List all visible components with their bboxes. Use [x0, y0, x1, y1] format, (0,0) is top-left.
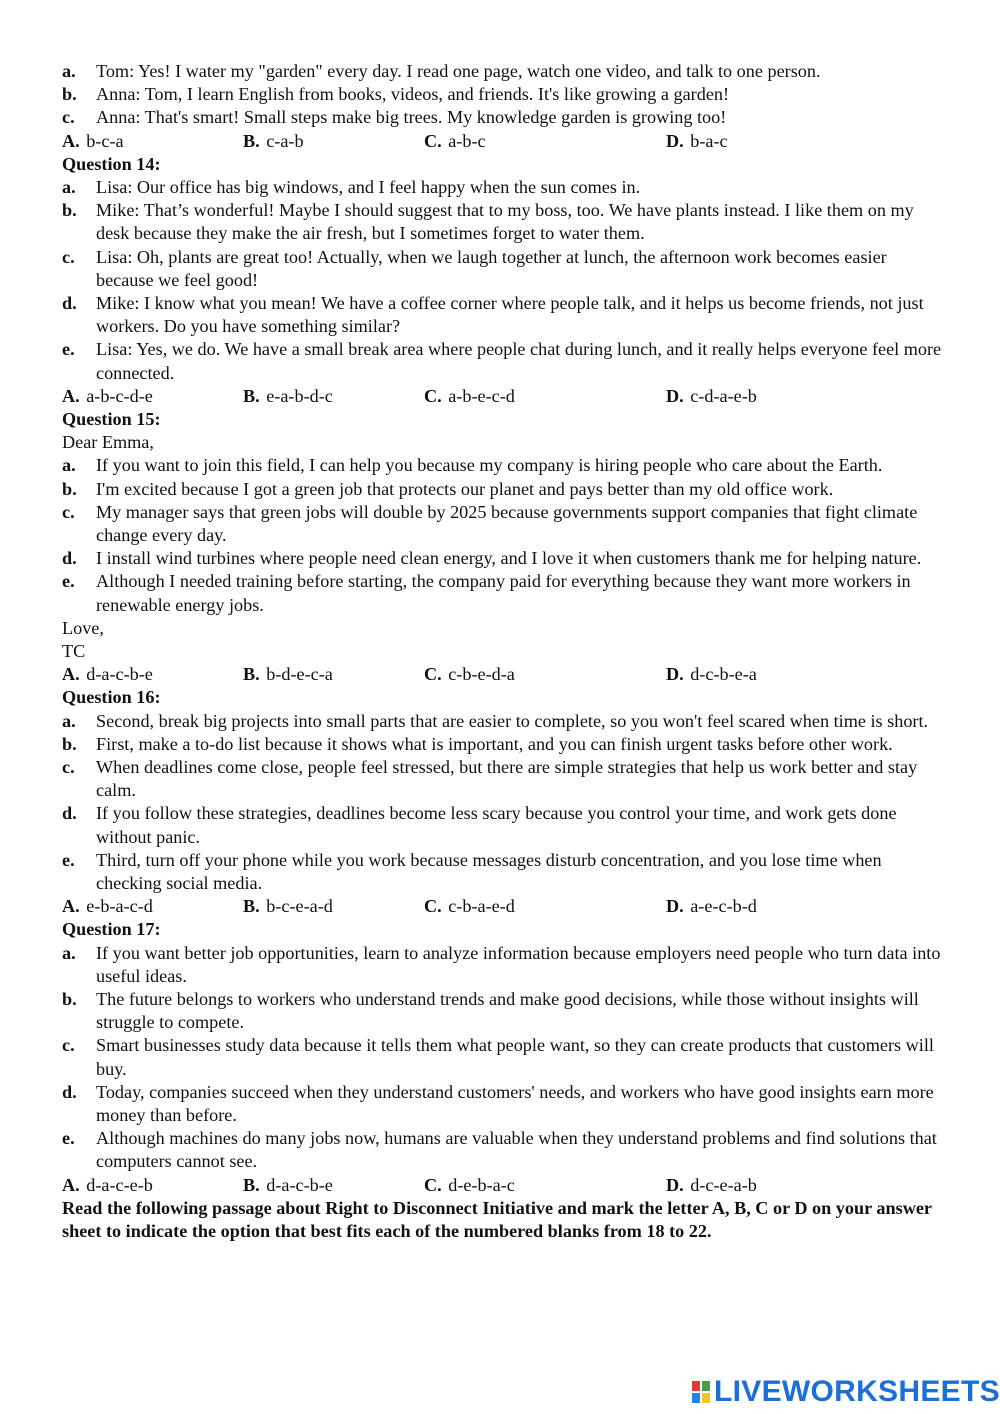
q15-item-c: [62, 501, 947, 547]
q17-item-e: [62, 1127, 947, 1173]
item-label: a.: [62, 177, 76, 197]
q17-options: [62, 1174, 947, 1197]
q13-option-a[interactable]: A. b-c-a: [62, 130, 124, 151]
liveworksheets-logo: [692, 1377, 1000, 1407]
item-label: d.: [62, 293, 77, 314]
question-17: [62, 918, 947, 1196]
item-text: If you want better job opportunities, learn to analyze information because employers need people who turn data into useful ideas.: [96, 942, 941, 986]
item-text: Mike: I know what you mean! We have a coffee corner where people talk, and it helps us become friends, not just workers. Do you have something similar?: [96, 293, 924, 337]
item-label: a.: [62, 710, 76, 731]
q15-item-a: [62, 454, 947, 477]
q13-options: [62, 130, 947, 153]
item-label: c.: [62, 107, 75, 128]
q14-item-c: [62, 246, 947, 292]
item-text: The future belongs to workers who understand trends and make good decisions, while those without insights will struggle to compete.: [96, 989, 919, 1033]
item-label: c.: [62, 246, 75, 267]
q15-option-b[interactable]: B. b-d-e-c-a: [243, 664, 333, 685]
item-label: d.: [62, 1081, 77, 1102]
liveworksheets-logo-icon: [692, 1381, 710, 1403]
q17-option-a[interactable]: A. d-a-c-e-b: [62, 1174, 153, 1195]
question-15: [62, 408, 947, 686]
item-label: b.: [62, 478, 77, 499]
item-label: c.: [62, 757, 75, 778]
item-label: a.: [62, 61, 76, 81]
item-label: d.: [62, 548, 77, 569]
q14-option-c[interactable]: C. a-b-e-c-d: [424, 385, 515, 406]
q17-option-b[interactable]: B. d-a-c-b-e: [243, 1174, 333, 1195]
q14-title: Question 14:: [62, 153, 161, 174]
q15-option-d[interactable]: D. d-c-b-e-a: [666, 664, 757, 685]
q17-title: Question 17:: [62, 919, 161, 940]
q17-item-d: [62, 1081, 947, 1127]
item-text: Second, break big projects into small parts that are easier to complete, so you won't feel scared when time is short.: [96, 710, 929, 731]
q15-item-b: [62, 478, 947, 501]
question-13: [62, 60, 947, 153]
q16-item-c: [62, 756, 947, 802]
item-text: Anna: That's smart! Small steps make big trees. My knowledge garden is growing too!: [96, 107, 727, 128]
item-text: I install wind turbines where people need clean energy, and I love it when customers thank me for helping nature.: [96, 548, 922, 569]
item-text: Lisa: Oh, plants are great too! Actually, when we laugh together at lunch, the afternoon work becomes easier because we feel good!: [96, 246, 887, 290]
item-text: If you follow these strategies, deadlines become less scary because you control your time, and work gets done without panic.: [96, 803, 897, 847]
q13-option-d[interactable]: D. b-a-c: [666, 130, 728, 151]
q14-option-b[interactable]: B. e-a-b-d-c: [243, 385, 333, 406]
q15-closing: Love,: [62, 617, 104, 638]
item-text: Mike: That’s wonderful! Maybe I should suggest that to my boss, too. We have plants instead. I like them on my desk because they make the air fresh, but I sometimes forget to water them.: [96, 200, 914, 244]
q15-item-e: [62, 570, 947, 616]
q17-item-c: [62, 1034, 947, 1080]
item-label: b.: [62, 84, 77, 105]
q14-item-e: [62, 338, 947, 384]
item-text: Anna: Tom, I learn English from books, videos, and friends. It's like growing a garden!: [96, 84, 730, 105]
q17-item-b: [62, 988, 947, 1034]
item-text: Smart businesses study data because it tells them what people want, so they can create products that customers will buy.: [96, 1035, 934, 1079]
q15-options: [62, 663, 947, 686]
q17-option-d[interactable]: D. d-c-e-a-b: [666, 1174, 757, 1195]
item-label: a.: [62, 455, 76, 476]
brand-name: LIVEWORKSHEETS: [714, 1375, 1000, 1408]
q13-item-a: [62, 60, 947, 83]
q15-item-d: [62, 547, 947, 570]
q14-option-d[interactable]: D. c-d-a-e-b: [666, 385, 757, 406]
question-14: [62, 153, 947, 408]
item-text: When deadlines come close, people feel stressed, but there are simple strategies that help us work better and stay calm.: [96, 757, 918, 801]
q16-item-d: [62, 802, 947, 848]
item-label: e.: [62, 849, 75, 870]
q16-option-a[interactable]: A. e-b-a-c-d: [62, 896, 153, 917]
q14-item-d: [62, 292, 947, 338]
item-label: b.: [62, 733, 77, 754]
q16-option-c[interactable]: C. c-b-a-e-d: [424, 896, 515, 917]
item-text: First, make a to-do list because it shows what is important, and you can finish urgent tasks before other work.: [96, 733, 893, 754]
q15-option-c[interactable]: C. c-b-e-d-a: [424, 664, 515, 685]
q14-options: [62, 385, 947, 408]
q15-greeting: Dear Emma,: [62, 432, 154, 453]
q16-title: Question 16:: [62, 687, 161, 708]
item-label: b.: [62, 200, 77, 221]
q17-option-c[interactable]: C. d-e-b-a-c: [424, 1174, 515, 1195]
q16-options: [62, 895, 947, 918]
item-label: e.: [62, 339, 75, 360]
item-label: c.: [62, 501, 75, 522]
item-text: I'm excited because I got a green job that protects our planet and pays better than my old office work.: [96, 478, 834, 499]
item-text: Lisa: Our office has big windows, and I feel happy when the sun comes in.: [96, 177, 641, 197]
item-label: b.: [62, 989, 77, 1010]
item-label: d.: [62, 803, 77, 824]
q16-option-d[interactable]: D. a-e-c-b-d: [666, 896, 757, 917]
item-label: c.: [62, 1035, 75, 1056]
item-text: Although I needed training before starting, the company paid for everything because they want more workers in renewable energy jobs.: [96, 571, 911, 615]
item-text: My manager says that green jobs will double by 2025 because governments support companies that fight climate change every day.: [96, 501, 918, 546]
q16-item-e: [62, 849, 947, 895]
q16-option-b[interactable]: B. b-c-e-a-d: [243, 896, 333, 917]
item-text: Today, companies succeed when they understand customers' needs, and workers who have good insights earn more money than before.: [96, 1081, 934, 1126]
reading-instruction: Read the following passage about Right to Disconnect Initiative and mark the letter A, B, C or D on your answer sheet to indicate the option that best fits each of the numbered blanks from 18 to 22.: [62, 1197, 932, 1242]
q14-item-a: [62, 176, 947, 199]
q13-option-c[interactable]: C. a-b-c: [424, 130, 486, 151]
q13-item-b: [62, 83, 947, 106]
q13-option-b[interactable]: B. c-a-b: [243, 130, 304, 151]
q15-option-a[interactable]: A. d-a-c-b-e: [62, 664, 153, 685]
q15-title: Question 15:: [62, 409, 161, 430]
q16-item-b: [62, 733, 947, 756]
q16-item-a: [62, 710, 947, 733]
item-text: Third, turn off your phone while you work because messages disturb concentration, and you lose time when checking social media.: [96, 849, 882, 894]
q15-signature: TC: [62, 641, 86, 662]
item-text: Tom: Yes! I water my "garden" every day. I read one page, watch one video, and talk to one person.: [96, 61, 821, 81]
item-text: Lisa: Yes, we do. We have a small break area where people chat during lunch, and it really helps everyone feel more connected.: [96, 339, 942, 383]
worksheet-page: [62, 60, 947, 1243]
q13-item-c: [62, 106, 947, 129]
q14-option-a[interactable]: A. a-b-c-d-e: [62, 385, 153, 406]
q17-item-a: [62, 942, 947, 988]
item-text: Although machines do many jobs now, humans are valuable when they understand problems and find solutions that computers cannot see.: [96, 1128, 937, 1172]
item-label: e.: [62, 571, 75, 592]
item-label: a.: [62, 942, 76, 963]
item-label: e.: [62, 1128, 75, 1149]
q14-item-b: [62, 199, 947, 245]
question-16: [62, 686, 947, 918]
item-text: If you want to join this field, I can help you because my company is hiring people who care about the Earth.: [96, 455, 883, 476]
